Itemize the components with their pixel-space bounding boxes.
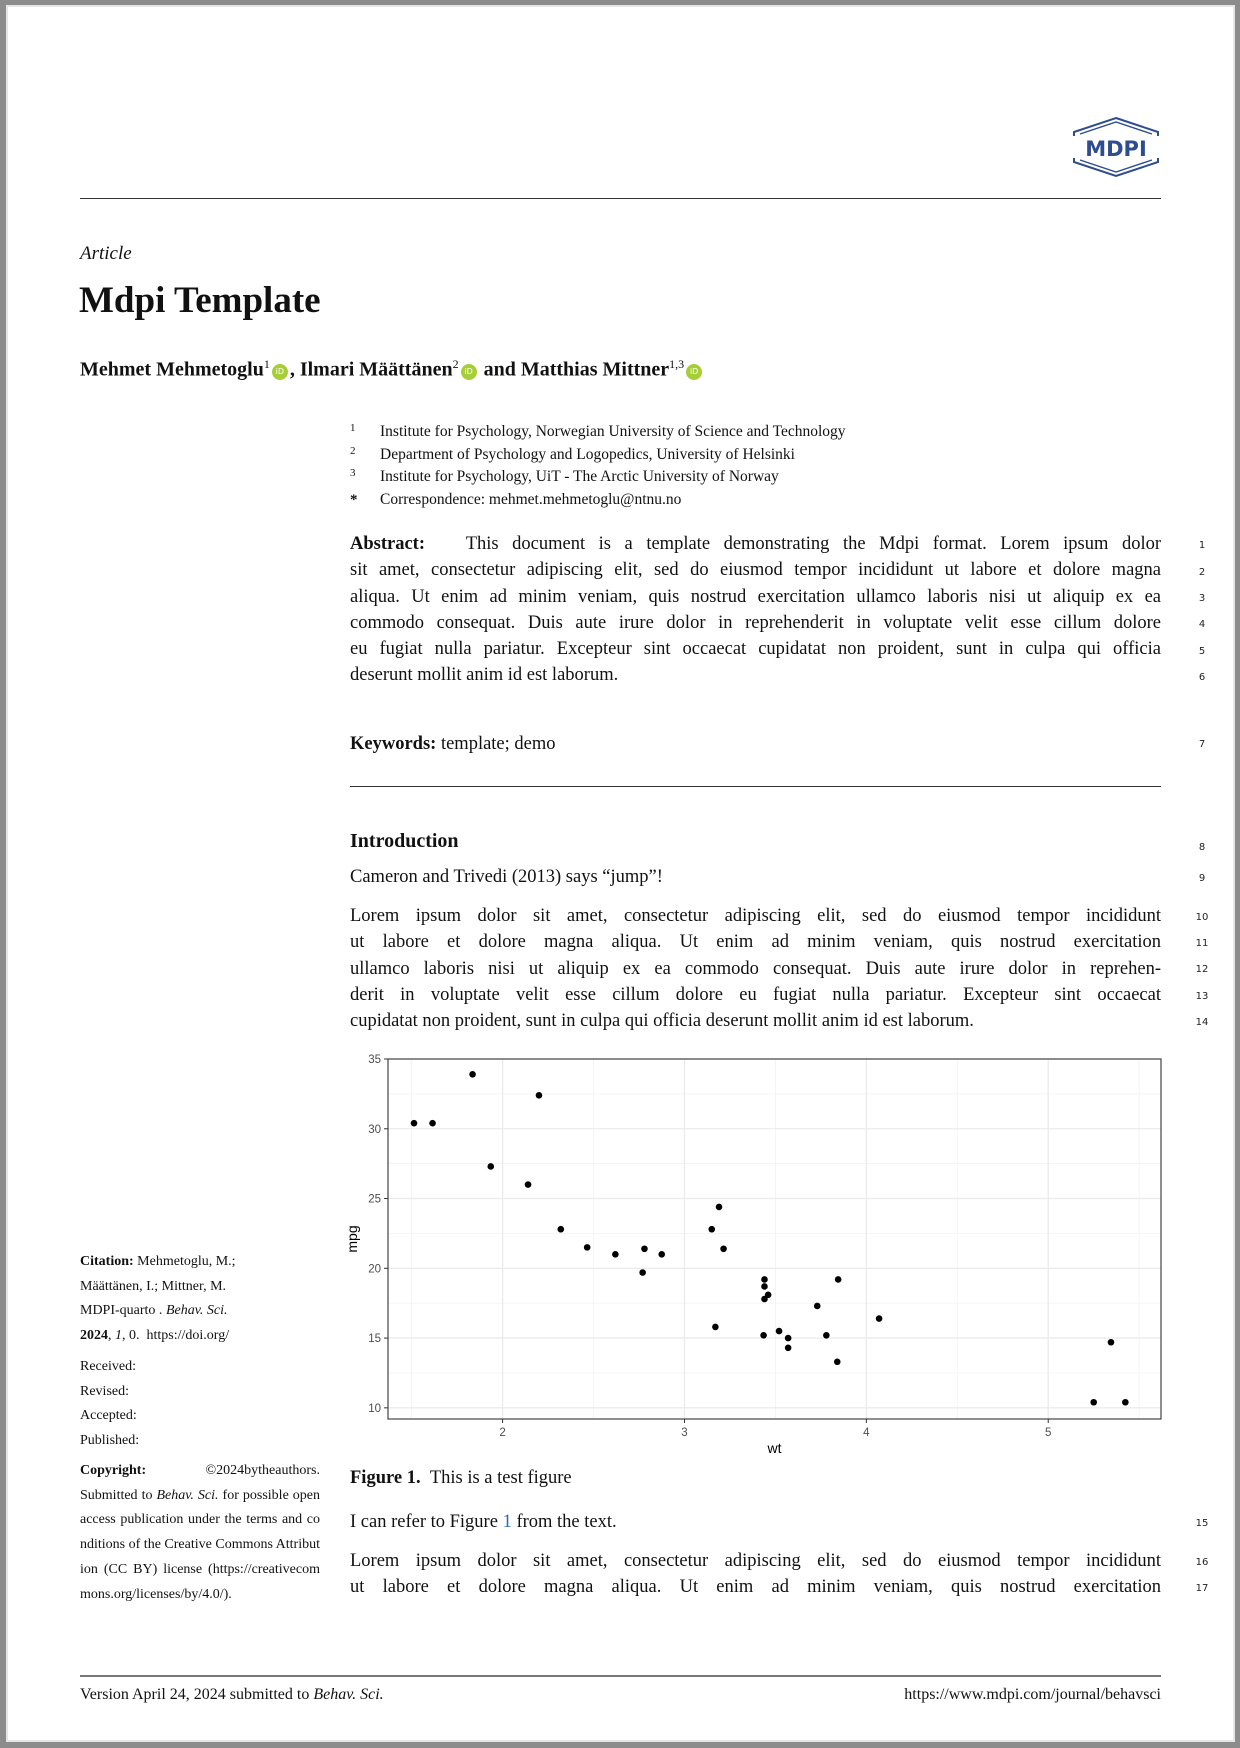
- data-point: [1090, 1399, 1097, 1406]
- abstract-line: aliqua. Ut enim ad minim veniam, quis nostrud exercitation ullamco laboris nisi ut aliquip ex ea: [350, 586, 1161, 607]
- y-tick-label: 25: [368, 1193, 381, 1206]
- paragraph-text: I can refer to Figure: [350, 1512, 503, 1532]
- abstract-line: eu fugiat nulla pariatur. Excepteur sint occaecat cupidatat non proident, sunt in culpa qui officia: [350, 639, 1161, 660]
- data-point: [785, 1345, 792, 1352]
- copyright-label: Copyright:: [80, 1463, 147, 1478]
- data-point: [776, 1328, 783, 1335]
- mdpi-logo-icon: [1070, 116, 1162, 178]
- y-axis-label: mpg: [344, 1225, 360, 1253]
- abstract-line: deserunt mollit anim id est laborum.: [350, 665, 619, 686]
- author-separator: and: [478, 358, 521, 381]
- data-point: [557, 1226, 564, 1233]
- line-number: 12: [1195, 964, 1209, 975]
- affiliation-mark: 2: [350, 444, 356, 457]
- author-separator: ,: [289, 358, 300, 381]
- data-point: [469, 1071, 476, 1078]
- data-point: [429, 1120, 436, 1127]
- dates-block: [80, 1355, 320, 1454]
- paragraph-line: derit in voluptate velit esse cillum dolore eu fugiat nulla pariatur. Excepteur sint occaecat: [350, 984, 1161, 1005]
- x-tick-label: 2: [499, 1427, 506, 1439]
- citation-text: Mehmetoglu, M.;: [137, 1254, 236, 1269]
- data-point: [612, 1251, 619, 1258]
- abstract-line: sit amet, consectetur adipiscing elit, sed do eiusmod tempor incididunt ut labore et dolore magna: [350, 560, 1161, 581]
- author-list: [80, 357, 704, 382]
- affiliation-mark: *: [350, 491, 358, 508]
- line-number: 10: [1195, 912, 1209, 923]
- intro-paragraph-1: [350, 864, 1161, 890]
- correspondence: [350, 489, 846, 512]
- paragraph-line: ut labore et dolore magna aliqua. Ut enim ad minim veniam, quis nostrud exercitation: [350, 932, 1161, 953]
- article-type: Article: [80, 243, 132, 264]
- keywords-label: Keywords:: [350, 734, 437, 754]
- figure-1-scatter-chart: [340, 1050, 1170, 1460]
- x-tick-label: 5: [1045, 1427, 1052, 1439]
- x-axis-label: wt: [767, 1440, 782, 1456]
- footer-url[interactable]: https://www.mdpi.com/journal/behavsci: [904, 1686, 1161, 1703]
- page-title: Mdpi Template: [79, 280, 321, 321]
- data-point: [823, 1332, 830, 1339]
- data-point: [1122, 1399, 1129, 1406]
- line-number: 15: [1195, 1518, 1209, 1529]
- scatter-plot: [340, 1050, 1170, 1460]
- footer-rule: [80, 1675, 1161, 1677]
- paragraph-line: Lorem ipsum dolor sit amet, consectetur adipiscing elit, sed do eiusmod tempor incididunt: [350, 1551, 1161, 1571]
- affiliation-text: Institute for Psychology, Norwegian University of Science and Technology: [380, 423, 846, 440]
- keywords: [350, 731, 1161, 757]
- paragraph-line: ullamco laboris nisi ut aliquip ex ea commodo consequat. Duis aute irure dolor in reprehen-: [350, 958, 1161, 979]
- figure-caption-text: This is a test figure: [429, 1468, 572, 1488]
- citation-journal: Behav. Sci.: [165, 1303, 228, 1319]
- figure-reference-paragraph: [350, 1509, 1161, 1535]
- data-point: [760, 1332, 767, 1339]
- affiliation-text: Department of Psychology and Logopedics, University of Helsinki: [380, 445, 795, 463]
- revised-date: Revised:: [80, 1383, 129, 1399]
- data-point: [716, 1204, 723, 1211]
- copyright-text: for possible open access publication under the terms and conditions of the Creative Commons Attribution (CC BY) license (https://creativecommons.org/licenses/by/4.0/).: [80, 1487, 321, 1602]
- affiliation-text: Institute for Psychology, UiT - The Arctic University of Norway: [380, 468, 779, 485]
- data-point: [658, 1251, 665, 1258]
- x-tick-label: 3: [681, 1427, 688, 1439]
- paragraph-line: Cameron and Trivedi (2013) says “jump”!: [350, 867, 663, 887]
- data-point: [814, 1303, 821, 1310]
- data-point: [835, 1276, 842, 1283]
- line-number: 1: [1198, 540, 1206, 551]
- figure-1-link[interactable]: 1: [502, 1512, 512, 1532]
- footer-journal: Behav. Sci.: [313, 1686, 384, 1703]
- citation-block: [80, 1250, 320, 1349]
- copyright-block: [80, 1459, 320, 1607]
- author-affil-mark: 1: [263, 357, 270, 371]
- affiliation: [350, 444, 846, 467]
- orcid-icon[interactable]: iD: [686, 364, 702, 380]
- author-name: Matthias Mittner: [520, 358, 670, 381]
- data-point: [525, 1181, 532, 1188]
- line-number: 17: [1195, 1583, 1209, 1594]
- data-point: [712, 1324, 719, 1331]
- paragraph-line: cupidatat non proident, sunt in culpa qui officia deserunt mollit anim id est laborum.: [350, 1011, 974, 1032]
- line-number: 9: [1198, 873, 1206, 884]
- data-point: [708, 1226, 715, 1233]
- copyright-text: Submitted to: [80, 1487, 157, 1503]
- y-tick-label: 35: [368, 1054, 381, 1066]
- data-point: [641, 1245, 648, 1252]
- data-point: [487, 1163, 494, 1170]
- affiliation: [350, 466, 846, 489]
- y-tick-label: 30: [368, 1123, 381, 1136]
- footer-version: [80, 1686, 384, 1704]
- affiliation-mark: 1: [350, 422, 356, 434]
- abstract-line: commodo consequat. Duis aute irure dolor in reprehenderit in voluptate velit esse cillum dolore: [350, 612, 1161, 633]
- x-tick-label: 4: [863, 1427, 870, 1439]
- footer-version-text: Version April 24, 2024 submitted to: [80, 1686, 314, 1703]
- published-date: Published:: [80, 1433, 140, 1449]
- line-number: 5: [1198, 646, 1206, 657]
- citation-text: MDPI-quarto .: [80, 1303, 166, 1319]
- line-number: 3: [1198, 593, 1206, 604]
- citation-label: Citation:: [80, 1254, 134, 1269]
- abstract-line: This document is a template demonstrating the Mdpi format. Lorem ipsum dolor: [465, 534, 1162, 554]
- author-affil-mark: 2: [452, 357, 459, 371]
- y-tick-label: 15: [368, 1333, 381, 1346]
- line-number: 16: [1195, 1557, 1209, 1568]
- citation-volume: 1: [115, 1328, 122, 1344]
- affiliation: [350, 421, 846, 444]
- data-point: [834, 1358, 841, 1365]
- received-date: Received:: [80, 1359, 136, 1374]
- data-point: [761, 1276, 768, 1283]
- affiliation-mark: 3: [350, 467, 356, 479]
- line-number: 8: [1198, 842, 1206, 853]
- data-point: [720, 1245, 727, 1252]
- data-point: [1108, 1339, 1115, 1346]
- line-number: 13: [1195, 991, 1209, 1002]
- copyright-year: ©2024bytheauthors.: [205, 1463, 320, 1478]
- header-rule: [80, 198, 1161, 199]
- keywords-text: template; demo: [440, 734, 556, 754]
- line-number: 6: [1198, 672, 1206, 683]
- line-number: 4: [1198, 619, 1206, 630]
- data-point: [411, 1120, 418, 1127]
- paragraph-3: [350, 1548, 1161, 1601]
- y-tick-label: 10: [368, 1402, 381, 1415]
- data-point: [761, 1296, 768, 1303]
- data-point: [536, 1092, 543, 1099]
- data-point: [785, 1335, 792, 1342]
- line-number: 11: [1195, 938, 1209, 949]
- paragraph-text: from the text.: [511, 1512, 617, 1532]
- line-number: 14: [1195, 1017, 1209, 1028]
- correspondence-text[interactable]: Correspondence: mehmet.mehmetoglu@ntnu.no: [380, 490, 682, 508]
- abstract-rule: [350, 786, 1161, 787]
- line-number: 2: [1198, 567, 1206, 578]
- doi-link[interactable]: , 0. https://doi.org/: [122, 1328, 230, 1344]
- orcid-icon[interactable]: iD: [461, 364, 477, 380]
- accepted-date: Accepted:: [80, 1408, 137, 1424]
- affiliations: [350, 421, 846, 511]
- author-name: Ilmari Määttänen: [299, 358, 453, 381]
- citation-text: Määttänen, I.; Mittner, M.: [80, 1278, 227, 1294]
- paragraph-line: ut labore et dolore magna aliqua. Ut enim ad minim veniam, quis nostrud exercitation: [350, 1577, 1161, 1598]
- author-name: Mehmet Mehmetoglu: [80, 358, 264, 381]
- line-number: 7: [1198, 739, 1206, 750]
- paragraph-line: Lorem ipsum dolor sit amet, consectetur adipiscing elit, sed do eiusmod tempor incididunt: [350, 906, 1161, 926]
- copyright-journal: Behav. Sci.: [156, 1487, 219, 1503]
- abstract: [350, 531, 1161, 689]
- citation-year: 2024: [80, 1328, 108, 1344]
- figure-caption: [350, 1468, 572, 1489]
- figure-label: Figure 1.: [350, 1468, 421, 1488]
- data-point: [876, 1315, 883, 1322]
- section-heading-introduction: Introduction: [350, 830, 459, 852]
- author-affil-mark: 1,3: [669, 357, 685, 371]
- data-point: [584, 1244, 591, 1251]
- data-point: [761, 1283, 768, 1290]
- orcid-icon[interactable]: iD: [272, 364, 288, 380]
- citation-text: ,: [108, 1328, 115, 1344]
- intro-paragraph-2: [350, 903, 1161, 1034]
- data-point: [639, 1269, 646, 1276]
- svg-text:MDPI: MDPI: [1085, 137, 1147, 161]
- y-tick-label: 20: [368, 1263, 381, 1276]
- abstract-label: Abstract:: [350, 534, 426, 554]
